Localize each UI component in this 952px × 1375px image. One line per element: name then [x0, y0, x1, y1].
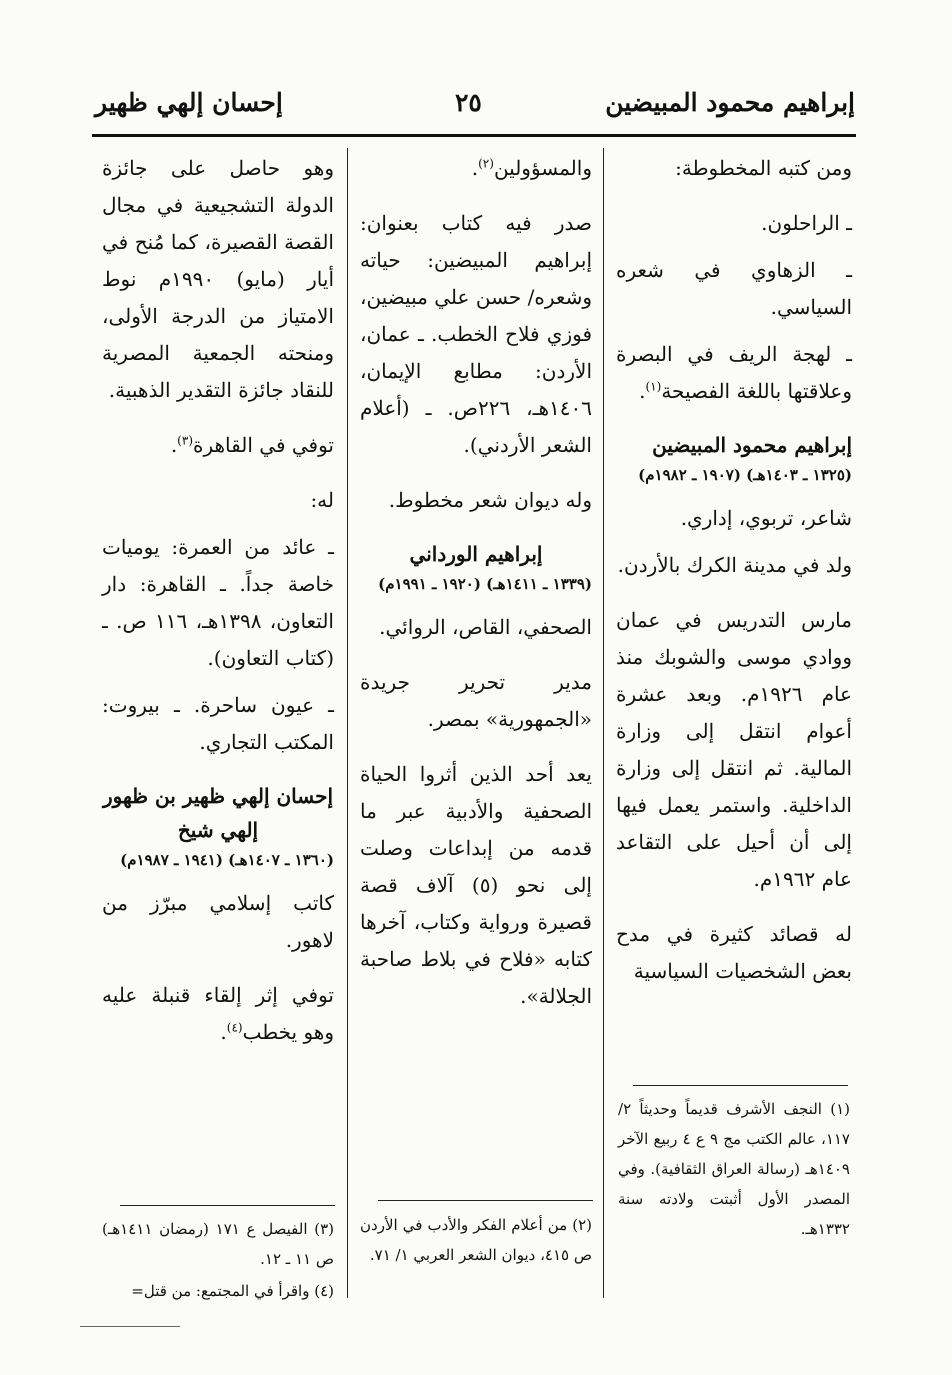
- continuation-rule: [80, 1326, 180, 1327]
- list-item: ـ عائد من العمرة: يوميات خاصة جداً. ـ القاهرة: دار التعاون، ١٣٩٨هـ، ١١٦ ص. ـ (كتاب التعاون).: [102, 535, 334, 670]
- list-item-text: ـ لهجة الريف في البصرة وعلاقتها باللغة الفصيحة: [616, 342, 852, 403]
- paragraph: صدر فيه كتاب بعنوان: إبراهيم المبيضين: حياته وشعره/ حسن علي مبيضين، فوزي فلاح الخطب. ـ عمان، الأردن: مطابع الإيمان، ١٤٠٦هـ، ٢٢٦ص. ـ (أعلام الشعر الأردني).: [360, 211, 592, 457]
- list-item: ـ لهجة الريف في البصرة وعلاقتها باللغة الفصيحة$^{(١)}$.: [616, 342, 852, 403]
- paragraph-text: توفي في القاهرة: [193, 433, 334, 457]
- list-item: ـ عيون ساحرة. ـ بيروت: المكتب التجاري.: [102, 693, 334, 754]
- column-middle: [360, 150, 592, 1033]
- paragraph: كاتب إسلامي مبرّز من لاهور.: [102, 891, 334, 952]
- footnote-rule-left: [120, 1205, 335, 1206]
- entry-dates: (١٣٦٠ ـ ١٤٠٧هـ) (١٩٤١ ـ ١٩٨٧م): [120, 851, 334, 869]
- paragraph: وله ديوان شعر مخطوط.: [388, 488, 592, 512]
- entry-dates: (١٣٣٩ ـ ١٤١١هـ) (١٩٢٠ ـ ١٩٩١م): [378, 575, 592, 593]
- paragraph: مدير تحرير جريدة «الجمهورية» بمصر.: [360, 670, 592, 731]
- paragraph-end: .: [471, 156, 479, 180]
- paragraph-end: .: [220, 1020, 227, 1044]
- header-left-title: إحسان إلهي ظهير: [95, 88, 283, 117]
- paragraph: [102, 427, 334, 464]
- header-rule: [92, 134, 856, 137]
- footnote-4: (٤) واقرأ في المجتمع: من قتل=: [131, 1282, 334, 1300]
- column-right: [616, 150, 852, 1008]
- header-right-title: إبراهيم محمود المبيضين: [605, 88, 855, 117]
- paragraph: مارس التدريس في عمان ووادي موسى والشوبك منذ عام ١٩٢٦م. وبعد عشرة أعوام انتقل إلى وزارة المالية. ثم انتقل إلى وزارة الداخلية. واستمر يعمل فيها إلى أن أحيل على التقاعد عام ١٩٦٢م.: [616, 608, 852, 891]
- footnote-ref: (٤): [226, 1020, 243, 1035]
- paragraph: يعد أحد الذين أثروا الحياة الصحفية والأدبية عبر ما قدمه من إبداعات وصلت إلى نحو (٥) آلاف قصة قصيرة ورواية وكتاب، آخرها كتابه «فلاح في بلاط صاحبة الجلالة».: [360, 762, 592, 1008]
- paragraph: [102, 977, 334, 1051]
- footnote-rule-right: [633, 1085, 848, 1086]
- paragraph: الصحفي، القاص، الروائي.: [379, 615, 592, 639]
- paragraph-end: .: [170, 433, 178, 457]
- paragraph: له:: [310, 488, 334, 512]
- footnote-1: (١) النجف الأشرف قديماً وحديثاً ٢/ ١١٧، عالم الكتب مج ٩ ع ٤ ربيع الآخر ١٤٠٩هـ (رسالة العراق الثقافية). وفي المصدر الأول أثبتت ولادته سنة ١٣٣٢هـ.: [618, 1100, 850, 1238]
- column-divider-left: [347, 148, 348, 1298]
- entry-title: إبراهيم محمود المبيضين: [652, 433, 852, 457]
- column-left: [102, 150, 334, 1069]
- paragraph: له قصائد كثيرة في مدح بعض الشخصيات السياسية: [616, 922, 852, 983]
- list-item: ـ الزهاوي في شعره السياسي.: [616, 258, 852, 319]
- paragraph-text: والمسؤولين: [493, 156, 592, 180]
- list-item: ـ الراحلون.: [761, 211, 852, 235]
- entry-title: إبراهيم الورداني: [409, 542, 543, 566]
- footnote-3: (٣) الفيصل ع ١٧١ (رمضان ١٤١١هـ) ص ١١ ـ ١٢.: [102, 1220, 335, 1268]
- column-divider-right: [603, 148, 604, 1298]
- running-header: [95, 88, 855, 136]
- paragraph: ولد في مدينة الكرك بالأردن.: [617, 553, 852, 577]
- paragraph: شاعر، تربوي، إداري.: [680, 506, 852, 530]
- paragraph: [360, 150, 592, 187]
- paragraph: وهو حاصل على جائزة الدولة التشجيعية في مجال القصة القصيرة، كما مُنح في أيار (مايو) ١٩٩٠م نوط الامتياز من الدرجة الأولى، ومنحته الجمعية المصرية للنقاد جائزة التقدير الذهبية.: [102, 156, 334, 402]
- paragraph-text: توفي إثر إلقاء قنبلة عليه وهو يخطب: [102, 983, 334, 1044]
- page-number: ٢٥: [455, 88, 482, 117]
- footnote-2: (٢) من أعلام الفكر والأدب في الأردن ص ٤١٥، ديوان الشعر العربي ١/ ٧١.: [360, 1216, 592, 1264]
- paragraph: ومن كتبه المخطوطة:: [675, 156, 852, 180]
- footnote-ref: (٢): [478, 156, 494, 171]
- entry-dates: (١٣٢٥ ـ ١٤٠٣هـ) (١٩٠٧ ـ ١٩٨٢م): [638, 466, 852, 484]
- entry-title: إحسان إلهي ظهير بن ظهور إلهي شيخ: [102, 784, 334, 842]
- footnote-ref: (٣): [177, 433, 193, 448]
- footnote-ref: (١): [645, 379, 662, 394]
- footnote-rule-middle: [378, 1200, 593, 1201]
